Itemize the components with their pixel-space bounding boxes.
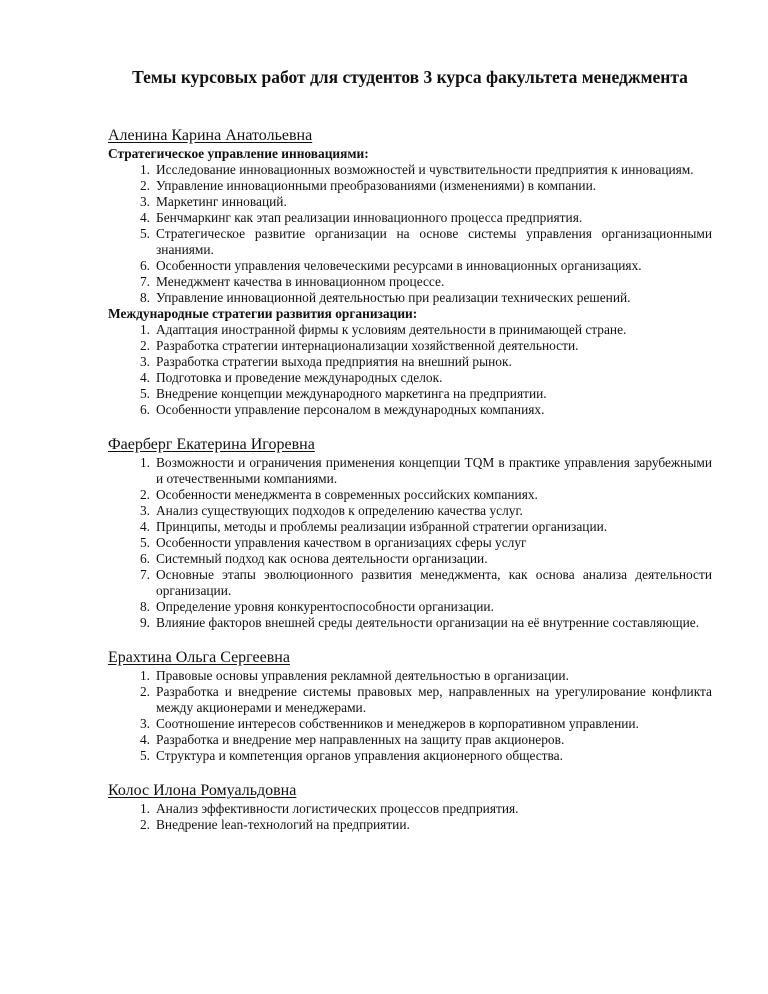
topic-number: 7.: [139, 567, 150, 582]
topic-text: Возможности и ограничения применения концепции TQM в практике управления зарубежными и отечественными компаниями.: [156, 455, 712, 486]
topic-text: Анализ существующих подходов к определению качества услуг.: [156, 503, 523, 518]
topic-number: 5.: [139, 748, 150, 763]
topic-list: [108, 455, 712, 631]
topic-item: [108, 338, 712, 354]
topic-text: Разработка и внедрение системы правовых мер, направленных на урегулирование конфликта между акционерами и менеджерами.: [156, 684, 712, 715]
topic-item: [108, 274, 712, 290]
topic-number: 3.: [139, 503, 150, 518]
topic-text: Соотношение интересов собственников и менеджеров в корпоративном управлении.: [156, 716, 639, 731]
topic-text: Стратегическое развитие организации на основе системы управления организационными знаниями.: [156, 226, 712, 257]
topic-item: [108, 354, 712, 370]
topic-text: Маркетинг инноваций.: [156, 194, 287, 209]
topic-item: [108, 386, 712, 402]
topic-number: 3.: [139, 194, 150, 209]
topic-item: [108, 684, 712, 716]
topic-item: [108, 402, 712, 418]
topic-group-title: Международные стратегии развития организации:: [108, 306, 418, 321]
topic-text: Особенности управления человеческими ресурсами в инновационных организациях.: [156, 258, 642, 273]
topic-text: Бенчмаркинг как этап реализации инновационного процесса предприятия.: [156, 210, 583, 225]
topic-list: [108, 162, 712, 306]
topic-number: 2.: [139, 684, 150, 699]
topic-number: 2.: [139, 487, 150, 502]
topic-text: Менеджмент качества в инновационном процессе.: [156, 274, 445, 289]
topic-number: 1.: [139, 668, 150, 683]
topic-text: Структура и компетенция органов управления акционерного общества.: [156, 748, 563, 763]
topic-item: [108, 732, 712, 748]
topic-number: 9.: [139, 615, 150, 630]
topic-text: Разработка стратегии выхода предприятия на внешний рынок.: [156, 354, 512, 369]
topic-item: [108, 487, 712, 503]
topic-number: 5.: [139, 226, 150, 241]
topic-number: 2.: [139, 817, 150, 832]
topic-number: 8.: [139, 290, 150, 305]
topic-item: [108, 194, 712, 210]
topic-text: Управление инновационными преобразованиями (изменениями) в компании.: [156, 178, 597, 193]
topic-item: [108, 519, 712, 535]
topic-list: [108, 801, 712, 833]
topic-item: [108, 801, 712, 817]
topic-item: [108, 210, 712, 226]
topic-number: 1.: [139, 162, 150, 177]
topic-item: [108, 615, 712, 631]
topic-number: 1.: [139, 455, 150, 470]
teacher-name: Аленина Карина Анатольевна: [108, 127, 313, 144]
topic-number: 4.: [139, 210, 150, 225]
topic-item: [108, 370, 712, 386]
topic-text: Особенности управление персоналом в международных компаниях.: [156, 402, 545, 417]
topic-item: [108, 668, 712, 684]
topic-text: Подготовка и проведение международных сделок.: [156, 370, 443, 385]
topic-group-title: Стратегическое управление инновациями:: [108, 146, 369, 161]
document-body: [108, 126, 712, 850]
topic-text: Системный подход как основа деятельности организации.: [156, 551, 488, 566]
topic-item: [108, 290, 712, 306]
teacher-section: [108, 126, 712, 418]
topic-item: [108, 503, 712, 519]
teacher-section: [108, 648, 712, 764]
topic-number: 4.: [139, 519, 150, 534]
topic-text: Исследование инновационных возможностей и чувствительности предприятия к инновациям.: [156, 162, 694, 177]
teacher-name: Фаерберг Екатерина Игоревна: [108, 436, 315, 453]
topic-number: 5.: [139, 535, 150, 550]
topic-text: Влияние факторов внешней среды деятельности организации на её внутренние составляющие.: [156, 615, 700, 630]
topic-number: 2.: [139, 338, 150, 353]
topic-item: [108, 455, 712, 487]
topic-item: [108, 551, 712, 567]
topic-item: [108, 322, 712, 338]
topic-list: [108, 322, 712, 418]
topic-text: Управление инновационной деятельностью при реализации технических решений.: [156, 290, 631, 305]
topic-number: 3.: [139, 716, 150, 731]
teacher-section: [108, 781, 712, 833]
topic-text: Внедрение lean-технологий на предприятии.: [156, 817, 410, 832]
topic-number: 4.: [139, 732, 150, 747]
topic-text: Правовые основы управления рекламной деятельностью в организации.: [156, 668, 569, 683]
teacher-section: [108, 435, 712, 631]
topic-number: 5.: [139, 386, 150, 401]
topic-item: [108, 716, 712, 732]
topic-number: 4.: [139, 370, 150, 385]
topic-number: 6.: [139, 551, 150, 566]
topic-item: [108, 178, 712, 194]
topic-item: [108, 817, 712, 833]
topic-item: [108, 162, 712, 178]
topic-number: 2.: [139, 178, 150, 193]
topic-number: 8.: [139, 599, 150, 614]
topic-text: Внедрение концепции международного маркетинга на предприятии.: [156, 386, 547, 401]
teacher-name: Ерахтина Ольга Сергеевна: [108, 649, 290, 666]
topic-text: Определение уровня конкурентоспособности организации.: [156, 599, 494, 614]
topic-text: Разработка и внедрение мер направленных на защиту прав акционеров.: [156, 732, 565, 747]
topic-text: Принципы, методы и проблемы реализации избранной стратегии организации.: [156, 519, 608, 534]
topic-item: [108, 567, 712, 599]
topic-number: 6.: [139, 402, 150, 417]
topic-item: [108, 748, 712, 764]
topic-list: [108, 668, 712, 764]
topic-number: 7.: [139, 274, 150, 289]
topic-text: Основные этапы эволюционного развития менеджмента, как основа анализа деятельности организации.: [156, 567, 712, 598]
topic-number: 1.: [139, 322, 150, 337]
topic-number: 6.: [139, 258, 150, 273]
topic-item: [108, 258, 712, 274]
topic-text: Особенности управления качеством в организациях сферы услуг: [156, 535, 527, 550]
topic-text: Анализ эффективности логистических процессов предприятия.: [156, 801, 519, 816]
topic-text: Особенности менеджмента в современных российских компаниях.: [156, 487, 538, 502]
topic-number: 1.: [139, 801, 150, 816]
topic-item: [108, 535, 712, 551]
page-title: Темы курсовых работ для студентов 3 курса факультета менеджмента: [132, 67, 688, 87]
topic-text: Адаптация иностранной фирмы к условиям деятельности в принимающей стране.: [156, 322, 627, 337]
teacher-name: Колос Илона Ромуальдовна: [108, 782, 297, 799]
topic-text: Разработка стратегии интернационализации хозяйственной деятельности.: [156, 338, 579, 353]
topic-item: [108, 226, 712, 258]
topic-number: 3.: [139, 354, 150, 369]
topic-item: [108, 599, 712, 615]
